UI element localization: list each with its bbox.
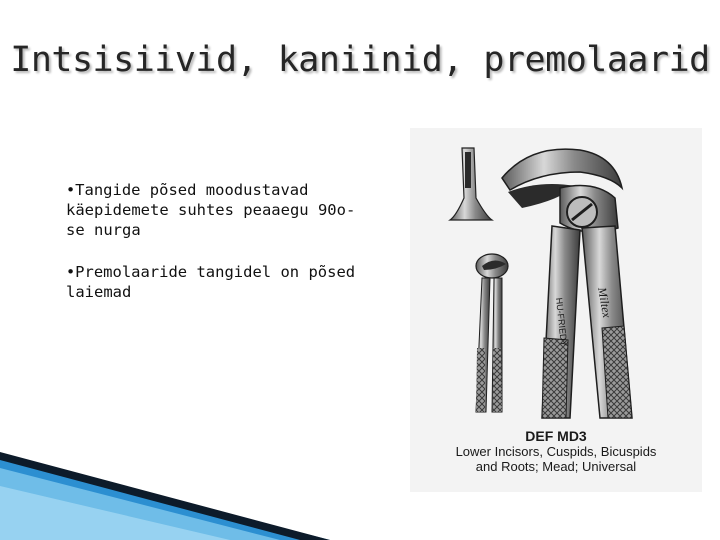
small-forceps-icon [476,254,508,412]
caption-model: DEF MD3 [525,428,587,444]
bullet-item [66,262,366,302]
bullet-item [66,180,366,240]
slide-title: Intsisiivid, kaniinid, premolaarid [10,40,710,80]
bullet-marker: • [66,181,76,199]
forceps-signature-engraving: Miltex [595,286,615,319]
bullet-marker: • [66,263,76,281]
beak-detail-icon [450,148,492,220]
caption-line-1: Lower Incisors, Cuspids, Bicuspids [455,444,657,459]
corner-decoration [0,440,720,540]
dental-forceps-image [410,128,702,428]
bullet-text: Tangide põsed moodustavad käepidemete suhtes peaaegu 90o-se nurga [66,181,356,239]
caption-line-2: and Roots; Mead; Universal [475,459,637,474]
bullet-text: Premolaaride tangidel on põsed laiemad [66,263,356,301]
large-forceps-icon [502,149,632,418]
dental-forceps-figure [410,128,702,492]
forceps-brand-engraving: HU-FRIEDY [554,297,570,347]
bullet-list [66,180,366,324]
